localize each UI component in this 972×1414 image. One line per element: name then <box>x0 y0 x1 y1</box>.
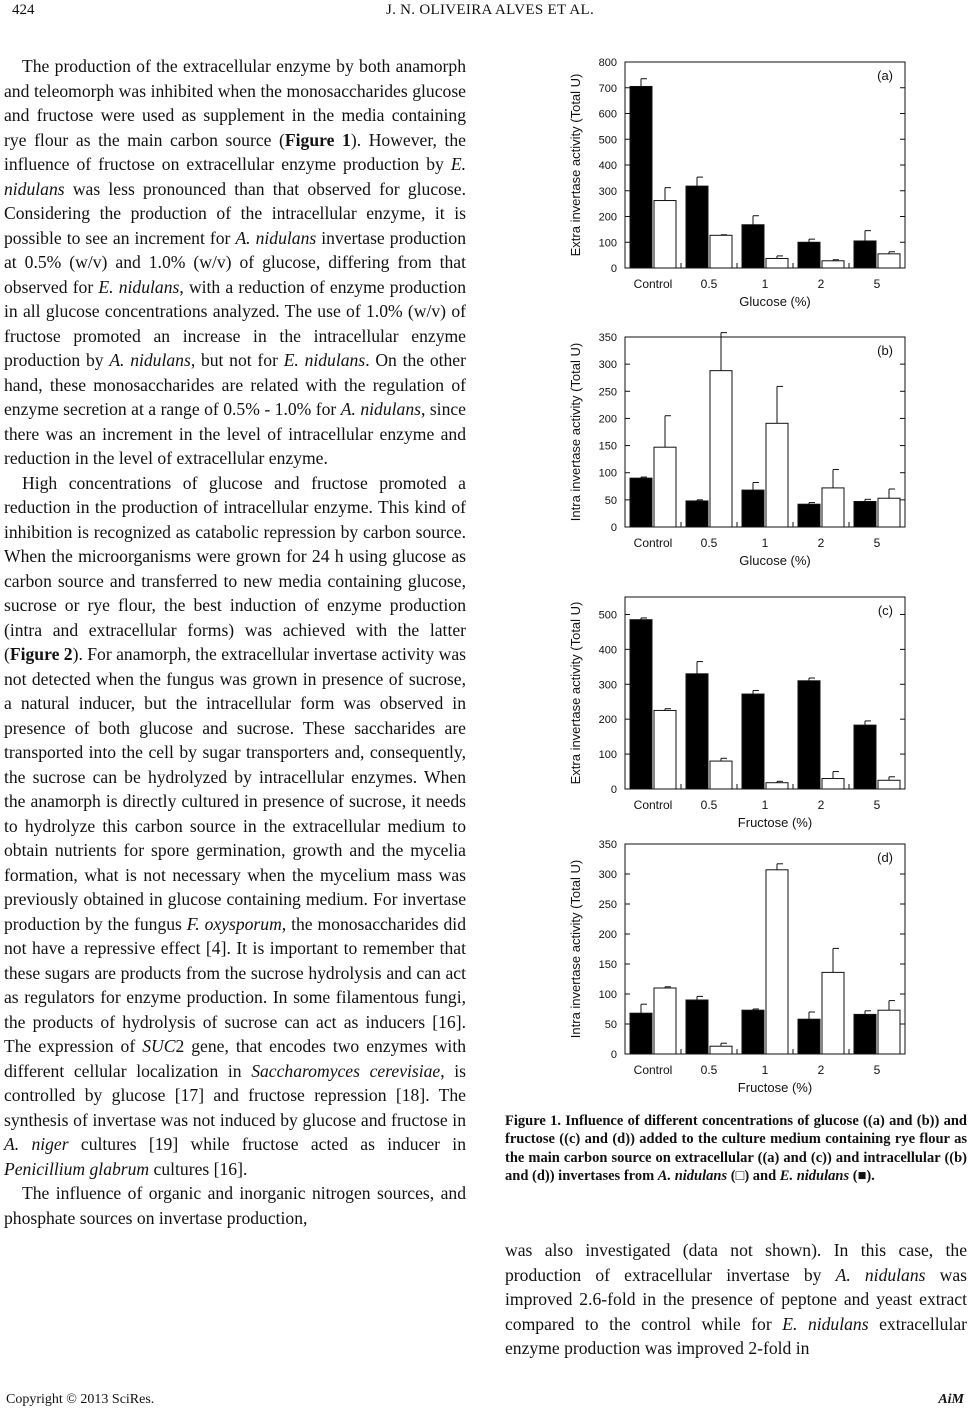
panel-2-ytick-label: 300 <box>598 359 617 372</box>
italic-run: E. nidulans <box>4 154 466 199</box>
text-run: High concentrations of glucose and fructose promoted a reduction in the production of intracellular enzyme. This kind of inhibition is recognized as catabolic repression by carbon source. When the microorganisms were grown for 24 h using glucose as carbon source and transferred to new media containing glucose, sucrose or rye flour, the best induction of enzyme production (intra and extracellular forms) was achieved with the latter ( <box>4 472 466 664</box>
panel-4-xtick-label: 0.5 <box>700 1063 718 1077</box>
panel-2-bar-open <box>878 498 900 527</box>
panel-2-xlabel: Glucose (%) <box>739 553 811 568</box>
panel-4-bar-filled <box>854 1014 876 1054</box>
panel-4-ytick-label: 350 <box>598 839 617 851</box>
panel-3-ylabel: Extra invertase activity (Total U) <box>568 601 583 785</box>
right-column-text <box>505 1238 967 1361</box>
italic-run: E. nidulans <box>779 1168 850 1185</box>
panel-3-xtick-label: 5 <box>873 798 881 812</box>
text-run: ). However, the influence of fructose on extracellular enzyme production by <box>4 129 466 174</box>
panel-1-ytick-label: 600 <box>598 108 617 121</box>
paragraph <box>4 54 466 471</box>
bold-run: Figure 2 <box>9 644 73 664</box>
panel-3-ytick-label: 500 <box>598 609 617 622</box>
text-run: (■). <box>849 1168 875 1185</box>
panel-4-ytick-label: 150 <box>598 959 617 971</box>
text-run: , since there was an increment in the level of intracellular enzyme and reduction in the level of extracellular enzyme. <box>4 399 466 468</box>
text-run: . On the other hand, these monosaccharides are related with the regulation of enzyme secretion at a range of 0.5% - 1.0% for <box>4 350 466 419</box>
panel-3-ytick-label: 100 <box>598 749 617 762</box>
left-column-text <box>4 54 466 1230</box>
panel-3-bar-open <box>878 780 900 789</box>
panel-2-ytick-label: 250 <box>598 386 617 399</box>
panel-4-bar-open <box>654 988 676 1054</box>
panel-4-xlabel: Fructose (%) <box>737 1080 813 1095</box>
paragraph <box>4 1181 466 1230</box>
panel-1-bar-open <box>878 254 900 268</box>
panel-4-bar-open <box>878 1010 900 1054</box>
text-run: 2 gene, that encodes two enzymes with different cellular localization in <box>4 1036 466 1081</box>
panel-3-xtick-label: Control <box>633 798 673 812</box>
panel-3-bar-filled <box>630 620 652 789</box>
panel-2-ylabel: Intra invertase activity (Total U) <box>568 342 583 522</box>
panel-3-bar-open <box>710 761 732 789</box>
panel-4-bar-open <box>766 870 788 1054</box>
panel-3-bar-open <box>654 710 676 789</box>
panel-1-ytick-label: 500 <box>598 134 617 147</box>
panel-3-xtick-label: 1 <box>761 798 769 812</box>
italic-run: A. nidulans <box>657 1168 728 1185</box>
figure-1-charts <box>560 52 970 1102</box>
panel-1-bar-filled <box>630 86 652 268</box>
panel-3-bar-filled <box>798 681 820 789</box>
panel-2-ytick-label: 100 <box>598 467 617 480</box>
panel-2-bar-filled <box>630 478 652 527</box>
panel-1-ytick-label: 0 <box>610 263 617 275</box>
panel-4-xtick-label: 2 <box>817 1063 825 1077</box>
panel-4-ylabel: Intra invertase activity (Total U) <box>568 859 583 1039</box>
panel-4-ytick-label: 50 <box>604 1019 617 1031</box>
panel-3-label: (c) <box>877 603 893 618</box>
panel-2-bar-open <box>822 488 844 527</box>
panel-2-bar-filled <box>854 501 876 527</box>
italic-run: E. nidulans <box>98 276 180 297</box>
panel-1-xlabel: Glucose (%) <box>739 294 811 309</box>
panel-1-ytick-label: 400 <box>598 160 617 172</box>
italic-run: Saccharomyces cerevisiae <box>251 1060 441 1081</box>
text-run: (□) and <box>727 1168 780 1185</box>
panel-1-bar-open <box>766 258 788 268</box>
text-run: , the monosaccharides did not have a repressive effect [4]. It is important to remember that these sugars are products from the sucrose hydrolysis and can act as regulators for enzyme production. In some filamentous fungi, the products of hydrolysis of sucrose can act as inducers [16]. The expression of <box>4 913 466 1056</box>
panel-1-ytick-label: 800 <box>598 57 617 69</box>
text-run: cultures [16]. <box>149 1158 248 1179</box>
italic-run: SUC <box>142 1036 176 1056</box>
panel-2-xtick-label: 5 <box>873 536 881 550</box>
panel-4-bar-filled <box>686 1000 708 1054</box>
paragraph <box>505 1238 967 1361</box>
panel-4-ytick-label: 100 <box>598 989 617 1001</box>
panel-1-xtick-label: Control <box>633 277 673 291</box>
panel-2-xtick-label: 2 <box>817 536 825 550</box>
italic-run: E. nidulans <box>283 350 366 370</box>
italic-run: A. nidulans <box>109 350 191 370</box>
panel-2-bar-open <box>654 447 676 527</box>
panel-1-bar-filled <box>742 225 764 268</box>
italic-run: A. nidulans <box>835 1264 926 1285</box>
panel-2-bar-filled <box>742 490 764 527</box>
text-run: cultures [19] while fructose acted as inducer in <box>68 1134 466 1154</box>
panel-1-ylabel: Extra invertase activity (Total U) <box>568 73 583 257</box>
panel-1-bar-filled <box>686 186 708 268</box>
panel-4-xtick-label: 1 <box>761 1063 769 1077</box>
text-run: was also investigated (data not shown). In this case, the production of extracellular invertase by <box>505 1240 967 1285</box>
panel-3-bar-filled <box>686 674 708 789</box>
panel-1-ytick-label: 200 <box>598 211 617 224</box>
panel-2-ytick-label: 0 <box>610 522 617 534</box>
panel-3-ytick-label: 200 <box>598 714 617 727</box>
panel-1-xtick-label: 1 <box>761 277 769 291</box>
panel-1-bar-filled <box>854 241 876 268</box>
panel-1-ytick-label: 700 <box>598 82 617 95</box>
panel-3-bar-open <box>766 783 788 789</box>
panel-4-bar-open <box>822 972 844 1054</box>
figure-caption <box>505 1112 967 1186</box>
panel-3-ytick-label: 300 <box>598 679 617 692</box>
panel-2-bar-filled <box>686 501 708 527</box>
panel-1-label: (a) <box>877 68 893 83</box>
text-run: The influence of organic and inorganic nitrogen sources, and phosphate sources on invertase production, <box>4 1183 466 1228</box>
panel-4-xtick-label: 5 <box>873 1063 881 1077</box>
panel-1-bar-open <box>710 235 732 268</box>
bold-run: Figure 1 <box>284 129 351 150</box>
text-run: , is controlled by glucose [17] and fructose repression [18]. The synthesis of invertase was not induced by glucose and fructose in <box>4 1060 466 1130</box>
panel-4-bar-open <box>710 1046 732 1054</box>
italic-run: A. nidulans <box>340 399 421 419</box>
panel-4-bar-filled <box>630 1013 652 1054</box>
italic-run: E. nidulans <box>782 1313 869 1334</box>
paragraph <box>4 471 466 1182</box>
panel-1-xtick-label: 2 <box>817 277 825 291</box>
running-header: J. N. OLIVEIRA ALVES ET AL. <box>385 2 595 18</box>
panel-1-bar-open <box>654 201 676 268</box>
text-run: The production of the extracellular enzyme by both anamorph and teleomorph was inhibited when the monosaccharides glucose and fructose were used as supplement in the media containing rye flour as the main carbon source ( <box>4 56 466 150</box>
panel-4-ytick-label: 0 <box>610 1049 617 1061</box>
italic-run: A. nidulans <box>235 227 317 248</box>
text-run: , with a reduction of enzyme production in all glucose concentrations analyzed. The use of 1.0% (w/v) of fructose promoted an increase in the intracellular enzyme production by <box>4 276 467 370</box>
panel-1-bar-open <box>822 261 844 268</box>
panel-2-label: (b) <box>877 343 893 358</box>
panel-3-bar-filled <box>742 694 764 789</box>
panel-3-ytick-label: 0 <box>610 784 617 796</box>
panel-3-bar-filled <box>854 725 876 789</box>
panel-4-ytick-label: 250 <box>598 899 617 911</box>
panel-2-xtick-label: Control <box>633 536 673 550</box>
text-run: extracellular enzyme production was improved 2-fold in <box>505 1313 967 1358</box>
panel-4-ytick-label: 300 <box>598 869 617 881</box>
footer-copyright: Copyright © 2013 SciRes. <box>6 1392 155 1407</box>
panel-3-xtick-label: 2 <box>817 798 825 812</box>
panel-2-xtick-label: 1 <box>761 536 769 550</box>
text-run: Figure 1. Influence of different concentrations of glucose ((a) and (b)) and fructose ((c) and (d)) added to the culture medium containing rye flour as the main carbon source on extracellular ((a) and (c)) and intracellular ((b) and (d)) invertases from <box>505 1113 967 1185</box>
panel-3-bar-open <box>822 779 844 789</box>
panel-1-xtick-label: 5 <box>873 277 881 291</box>
panel-2-bar-filled <box>798 504 820 527</box>
panel-1-bar-filled <box>798 242 820 268</box>
panel-1-xtick-label: 0.5 <box>700 277 718 291</box>
panel-2-bar-open <box>766 423 788 527</box>
footer-journal: AiM <box>938 1392 964 1407</box>
page-number: 424 <box>12 2 35 18</box>
text-run: was less pronounced than that observed for glucose. Considering the production of the intracellular enzyme, it is possible to see an increment for <box>4 178 466 248</box>
panel-2-ytick-label: 350 <box>598 332 617 344</box>
italic-run: A. niger <box>4 1134 69 1154</box>
panel-2-ytick-label: 50 <box>604 494 617 507</box>
italic-run: Penicillium glabrum <box>4 1158 150 1179</box>
text-run: was improved 2.6-fold in the presence of peptone and yeast extract compared to the control while for <box>505 1264 968 1334</box>
panel-2-bar-open <box>710 371 732 527</box>
panel-1-ytick-label: 300 <box>598 185 617 198</box>
text-run: ). For anamorph, the extracellular invertase activity was not detected when the fungus was grown in presence of sucrose, a natural inducer, but the intracellular form was observed in presence of both glucose and sucrose. These saccharides are transported into the cell by sugar transporters and, consequently, the sucrose can be hydrolyzed by intracellular enzymes. When the anamorph is directly cultured in presence of sucrose, it needs to hydrolyze this carbon source in the extracellular medium to obtain nutrients for spore germination, growth and the mycelia formation, what is not necessary when the mycelium mass was previously obtained in glucose containing medium. For invertase production by the fungus <box>4 644 466 934</box>
text-run: , but not for <box>190 350 284 370</box>
panel-2-xtick-label: 0.5 <box>700 536 718 550</box>
panel-4-ytick-label: 200 <box>598 929 617 941</box>
panel-3-ytick-label: 400 <box>598 644 617 657</box>
panel-4-bar-filled <box>798 1019 820 1054</box>
text-run: invertase production at 0.5% (w/v) and 1.0% (w/v) of glucose, differing from that observed for <box>4 227 466 297</box>
panel-4-bar-filled <box>742 1010 764 1054</box>
panel-1-ytick-label: 100 <box>598 237 617 250</box>
panel-3-xlabel: Fructose (%) <box>737 815 813 830</box>
panel-2-ytick-label: 200 <box>598 413 617 426</box>
panel-4-xtick-label: Control <box>633 1063 673 1077</box>
panel-3-xtick-label: 0.5 <box>700 798 718 812</box>
italic-run: F. oxysporum <box>186 913 282 934</box>
panel-2-ytick-label: 150 <box>598 440 617 453</box>
figure-1 <box>560 52 970 1102</box>
panel-4-label: (d) <box>877 850 893 865</box>
